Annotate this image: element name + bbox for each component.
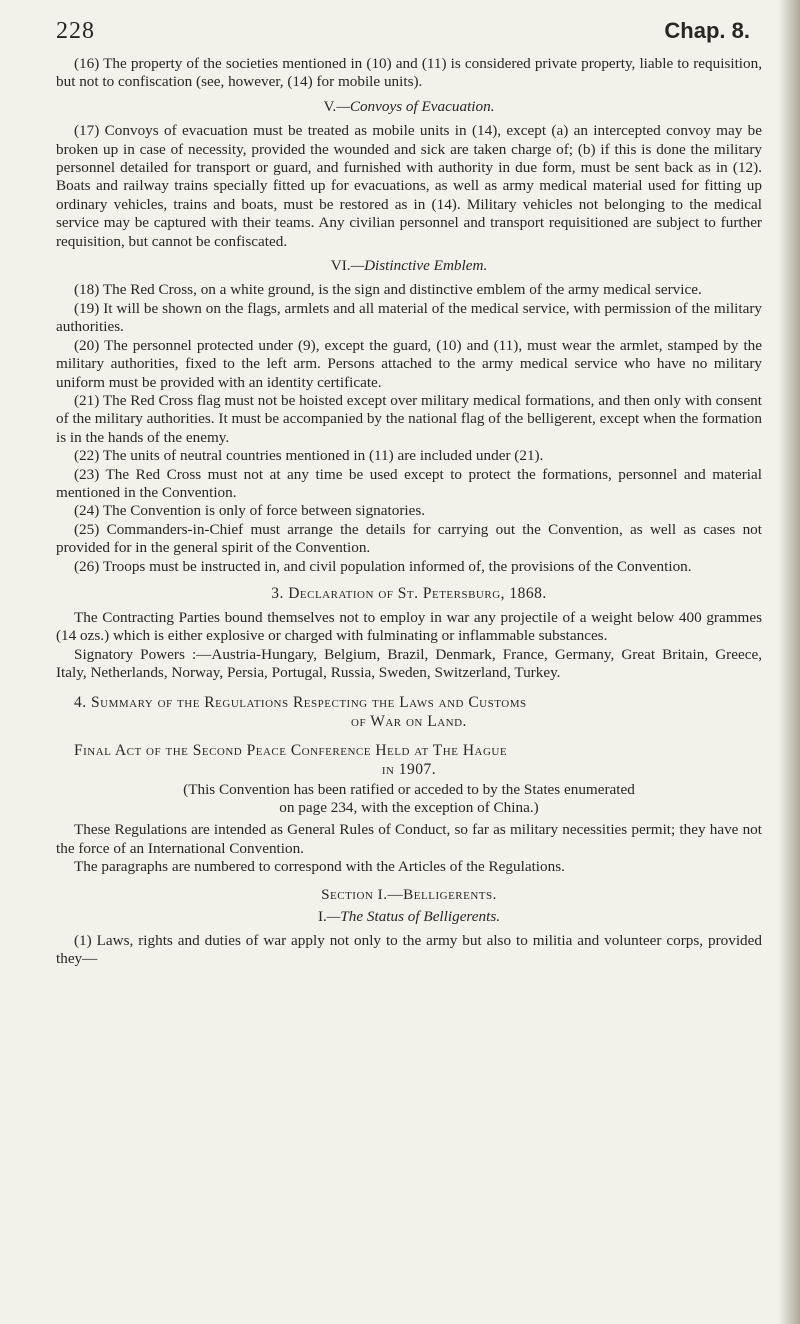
paragraph-18: (18) The Red Cross, on a white ground, is the sign and distinctive emblem of the army medical service.: [74, 281, 702, 299]
paragraph-numbering: The paragraphs are numbered to correspond with the Articles of the Regulations.: [74, 858, 565, 876]
heading-number: V.: [323, 97, 337, 115]
paragraph-26: (26) Troops must be instructed in, and civil population informed of, the provisions of the Convention.: [74, 557, 692, 575]
heading-declaration-st-petersburg: 3. Declaration of St. Petersburg, 1868.: [271, 584, 547, 602]
paragraph-24: (24) The Convention is only of force between signatories.: [74, 502, 426, 520]
paragraph-16: (16) The property of the societies mentioned in (10) and (11) is considered private property, liable to requisition, but not to confiscation (see, however, (14) for mobile units).: [56, 55, 762, 91]
heading-status-of-belligerents: [56, 908, 762, 926]
paragraph-20: (20) The personnel protected under (9), except the guard, (10) and (11), must wear the armlet, stamped by the military authorities, fixed to the left arm. Persons attached to the army medical service who have no military uniform must be provided with an identity certificate.: [56, 336, 762, 391]
chapter-label: Chap. 8.: [664, 18, 750, 43]
paragraph-general-rules: These Regulations are intended as General Rules of Conduct, so far as military necessities permit; they have not the force of an International Convention.: [56, 821, 762, 857]
ratification-note-line1: (This Convention has been ratified or acceded to by the States enumerated: [183, 780, 635, 798]
heading-distinctive-emblem: [56, 257, 762, 275]
heading-title: —Convoys of Evacuation.: [336, 97, 495, 115]
paragraph-25: (25) Commanders-in-Chief must arrange the details for carrying out the Convention, as well as cases not provided for in the general spirit of the Convention.: [56, 520, 762, 557]
heading-summary-regulations: 4. Summary of the Regulations Respecting the Laws and Customs: [74, 693, 527, 711]
paragraph-22: (22) The units of neutral countries mentioned in (11) are included under (21).: [74, 447, 544, 465]
page-header: [56, 18, 762, 45]
paragraph-1: (1) Laws, rights and duties of war apply not only to the army but also to militia and volunteer corps, provided they—: [56, 932, 762, 968]
paragraph-19: (19) It will be shown on the flags, armlets and all material of the medical service, with permission of the military authorities.: [56, 299, 762, 336]
heading-final-act-cont: in 1907.: [381, 760, 437, 778]
heading-convoys-of-evacuation: [56, 98, 762, 116]
heading-number: VI.: [330, 257, 351, 275]
paragraph-projectiles: The Contracting Parties bound themselves not to employ in war any projectile of a weight below 400 grammes (14 ozs.) which is either explosive or charged with fulminating or inflammable substances.: [56, 608, 762, 645]
page-number: 228: [56, 18, 95, 44]
heading-summary-regulations-cont: of War on Land.: [351, 712, 467, 730]
heading-title: —The Status of Belligerents.: [326, 907, 501, 925]
paragraph-21: (21) The Red Cross flag must not be hoisted except over military medical formations, and then only with consent of the military authorities. It must be accompanied by the national flag of the belligerent, except when the formation is in the hands of the enemy.: [56, 391, 762, 446]
paragraph-signatory-powers: Signatory Powers :—Austria-Hungary, Belgium, Brazil, Denmark, France, Germany, Great Britain, Greece, Italy, Netherlands, Norway, Persia, Portugal, Russia, Sweden, Switzerland, Turkey.: [56, 645, 762, 682]
page-edge-shadow: [778, 0, 800, 1324]
heading-final-act: Final Act of the Second Peace Conference Held at The Hague: [74, 741, 508, 759]
paragraph-17: (17) Convoys of evacuation must be treated as mobile units in (14), except (a) an intercepted convoy may be broken up in case of necessity, provided the wounded and sick are taken charge of; (b) if this is done the military personnel detailed for transport or guard, and furnished with authority in due form, must be sent back as in (12). Boats and railway trains specially fitted up for evacuations, as well as army medical material used for fitting up ordinary vehicles, trains and boats, must be restored as in (14). Military vehicles not belonging to the medical service may be captured with their teams. Any civilian personnel and transport requisitioned are subject to further requisition, but cannot be confiscated.: [56, 122, 762, 250]
heading-title: —Distinctive Emblem.: [350, 257, 488, 275]
heading-number: I.: [317, 907, 327, 925]
ratification-note-line2: on page 234, with the exception of China.): [279, 799, 539, 816]
paragraph-23: (23) The Red Cross must not at any time be used except to protect the formations, personnel and material mentioned in the Convention.: [56, 465, 762, 501]
section-belligerents: Section I.—Belligerents.: [321, 885, 497, 903]
